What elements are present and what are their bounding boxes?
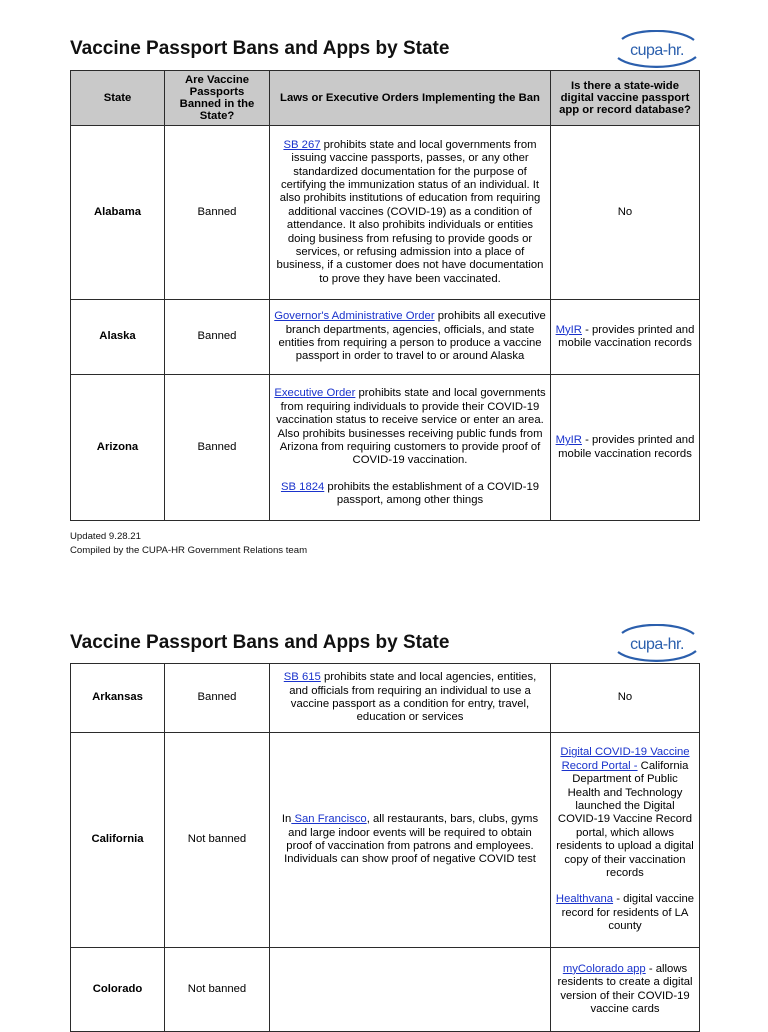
passport-table-page-1 — [70, 70, 700, 521]
svg-text:cupa-hr.: cupa-hr. — [630, 636, 684, 653]
state-cell: California — [71, 733, 165, 948]
law-text: prohibits state and local agencies, entities, and officials from requiring an individual to use a vaccine passport as a condition for entry, travel, education or services — [289, 671, 537, 724]
paragraph-gap — [555, 880, 695, 893]
app-link-mycolorado[interactable]: myColorado app — [562, 962, 646, 975]
law-text-2: prohibits the establishment of a COVID-19 passport, among other things — [324, 480, 540, 507]
status-cell: Not banned — [165, 948, 270, 1032]
law-cell — [270, 375, 551, 521]
state-cell: Colorado — [71, 948, 165, 1032]
app-cell — [551, 733, 700, 948]
law-link-executive-order[interactable]: Executive Order — [274, 387, 356, 400]
table-row-arkansas — [71, 664, 700, 733]
law-cell — [270, 126, 551, 300]
table-row-alaska — [71, 300, 700, 375]
paragraph-gap — [274, 468, 546, 481]
svg-text:cupa-hr.: cupa-hr. — [630, 42, 684, 59]
updated-date: Updated 9.28.21 — [70, 531, 141, 542]
law-cell — [270, 664, 551, 733]
app-link-myir[interactable]: MyIR — [555, 323, 582, 336]
status-cell: Not banned — [165, 733, 270, 948]
app-link-digital-record-portal[interactable]: Digital COVID-19 Vaccine Record Portal - — [560, 746, 690, 772]
header-laws: Laws or Executive Orders Implementing the Ban — [270, 71, 551, 126]
app-text: - allows residents to create a digital version of their COVID-19 vaccine cards — [557, 962, 693, 1015]
law-cell — [270, 300, 551, 375]
state-cell: Alaska — [71, 300, 165, 375]
law-text: prohibits all executive branch departments, agencies, officials, and state entities from requiring a person to produce a vaccine passport in order to travel to or around Alaska — [278, 310, 546, 363]
law-link-san-francisco[interactable]: San Francisco — [291, 813, 367, 826]
state-cell: Arizona — [71, 375, 165, 521]
table-row-alabama — [71, 126, 700, 300]
header-app: Is there a state-wide digital vaccine passport app or record database? — [551, 71, 700, 126]
law-link-governors-order[interactable]: Governor's Administrative Order — [274, 310, 435, 323]
footer-notes — [70, 530, 307, 558]
law-cell — [270, 733, 551, 948]
law-cell — [270, 948, 551, 1032]
page-title: Vaccine Passport Bans and Apps by State — [70, 632, 450, 653]
header-state: State — [71, 71, 165, 126]
law-link-sb-267[interactable]: SB 267 — [283, 138, 321, 151]
table-row-arizona — [71, 375, 700, 521]
app-cell — [551, 300, 700, 375]
status-cell: Banned — [165, 664, 270, 733]
app-cell — [551, 375, 700, 521]
status-cell: Banned — [165, 126, 270, 300]
page-title: Vaccine Passport Bans and Apps by State — [70, 38, 450, 59]
passport-table-page-2 — [70, 663, 700, 1032]
cupa-hr-logo — [614, 624, 700, 662]
law-text: prohibits state and local governments from issuing vaccine passports, passes, or any other standardized documentation for the purpose of certifying the immunization status of an individual. It also prohibits institutions of education from requiring additional vaccines (COVID-19) as a condition of attendance. It also prohibits individuals or entities doing business from refusing to provide goods or services, or refusing admission into a place of business, if a customer does not have documentation to prove they have been vaccinated. — [276, 138, 544, 285]
law-link-sb-615[interactable]: SB 615 — [283, 671, 321, 684]
state-cell: Arkansas — [71, 664, 165, 733]
page-header — [70, 30, 700, 70]
app-link-healthvana[interactable]: Healthvana — [555, 893, 614, 906]
app-cell: No — [551, 664, 700, 733]
law-text: prohibits state and local governments from requiring individuals to provide their COVID-19 vaccination status to receive service or enter an area. Also prohibits businesses receiving public funds from Arizona from requiring customers to provide proof of COVID-19 vaccination. — [276, 387, 546, 467]
law-link-sb-1824[interactable]: SB 1824 — [280, 480, 325, 493]
cupa-hr-logo — [614, 30, 700, 68]
table-row-colorado — [71, 948, 700, 1032]
table-row-california — [71, 733, 700, 948]
app-text: California Department of Public Health and Technology launched the Digital COVID-19 Vaccine Record portal, which allows residents to upload a digital copy of their vaccination records — [556, 759, 694, 880]
compiled-by: Compiled by the CUPA-HR Government Relations team — [70, 545, 308, 556]
status-cell: Banned — [165, 375, 270, 521]
app-text: - provides printed and mobile vaccination records — [558, 323, 695, 349]
law-text: , all restaurants, bars, clubs, gyms and large indoor events will be required to obtain proof of vaccination from patrons and employees. Individuals can show proof of negative COVID test — [284, 813, 539, 866]
page-header — [70, 624, 700, 664]
app-text-2: - digital vaccine record for residents of LA county — [561, 893, 695, 933]
app-cell: No — [551, 126, 700, 300]
law-prefix: In — [281, 813, 292, 826]
header-banned: Are Vaccine Passports Banned in the State? — [165, 71, 270, 126]
app-text: - provides printed and mobile vaccination records — [558, 434, 695, 460]
state-cell: Alabama — [71, 126, 165, 300]
status-cell: Banned — [165, 300, 270, 375]
app-cell — [551, 948, 700, 1032]
table-header-row — [71, 71, 700, 126]
app-link-myir[interactable]: MyIR — [555, 434, 582, 447]
